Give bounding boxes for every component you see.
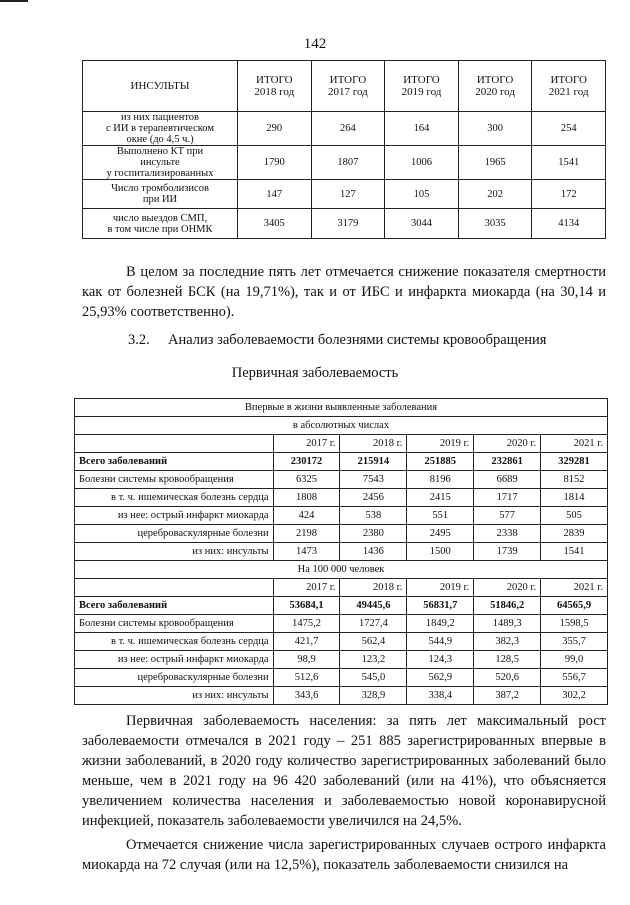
table-cell: 1598,5 (541, 615, 608, 633)
table-cell: 1436 (340, 543, 407, 561)
table-cell: 1849,2 (407, 615, 474, 633)
incidence-table (74, 398, 608, 705)
table-row (75, 507, 608, 525)
years-row (75, 435, 608, 453)
table-cell: 127 (311, 180, 385, 209)
table-cell: 1475,2 (273, 615, 340, 633)
table-cell: 1807 (311, 146, 385, 180)
table-cell: 49445,6 (340, 597, 407, 615)
table-cell: 329281 (541, 453, 608, 471)
year-header: 2019 г. (407, 579, 474, 597)
table-cell: 2198 (273, 525, 340, 543)
row-label: Болезни системы кровообращения (75, 615, 274, 633)
table-cell: 172 (532, 180, 606, 209)
table-cell: 230172 (273, 453, 340, 471)
years-label-cell (75, 435, 274, 453)
table-cell: 355,7 (541, 633, 608, 651)
table-row (75, 471, 608, 489)
section-title: Анализ заболеваемости болезнями системы кровообращения (168, 332, 547, 348)
table-cell: 1500 (407, 543, 474, 561)
year-header: 2018 г. (340, 435, 407, 453)
year-header: 2018 г. (340, 579, 407, 597)
section-heading (128, 332, 546, 349)
table-cell: 124,3 (407, 651, 474, 669)
years-row (75, 579, 608, 597)
table-cell: 1006 (385, 146, 459, 180)
table-subtitle-row (75, 561, 608, 579)
table-cell: 1489,3 (474, 615, 541, 633)
table-cell: 1541 (541, 543, 608, 561)
table-cell: 1790 (238, 146, 312, 180)
table-cell: 2338 (474, 525, 541, 543)
table-cell: 2380 (340, 525, 407, 543)
table-cell: 3044 (385, 209, 459, 239)
table-cell: 99,0 (541, 651, 608, 669)
row-label: Всего заболеваний (75, 453, 274, 471)
year-header: 2019 г. (407, 435, 474, 453)
table-cell: 577 (474, 507, 541, 525)
table-row (75, 489, 608, 507)
row-label: из нее: острый инфаркт миокарда (75, 507, 274, 525)
table-cell: 328,9 (340, 687, 407, 705)
row-label: из них пациентов с ИИ в терапевтическом окне (до 4,5 ч.) (83, 112, 238, 146)
table-cell: 421,7 (273, 633, 340, 651)
table-cell: 53684,1 (273, 597, 340, 615)
table-cell: 123,2 (340, 651, 407, 669)
stroke-table (82, 60, 606, 239)
table-cell: 6325 (273, 471, 340, 489)
table-cell: 3179 (311, 209, 385, 239)
table-cell: 551 (407, 507, 474, 525)
table-cell: 64565,9 (541, 597, 608, 615)
row-label: из нее: острый инфаркт миокарда (75, 651, 274, 669)
subsection-heading: Первичная заболеваемость (231, 365, 399, 381)
table-cell: 520,6 (474, 669, 541, 687)
table-cell: 382,3 (474, 633, 541, 651)
table-cell: 424 (273, 507, 340, 525)
table-cell: 544,9 (407, 633, 474, 651)
table-cell: 51846,2 (474, 597, 541, 615)
table-cell: 538 (340, 507, 407, 525)
header-text: ИТОГО 2018 год (254, 74, 295, 98)
table-title-row (75, 399, 608, 417)
table-cell: 215914 (340, 453, 407, 471)
row-label: в т. ч. ишемическая болезнь сердца (75, 489, 274, 507)
table-cell: 562,4 (340, 633, 407, 651)
row-label: цереброваскулярные болезни (75, 669, 274, 687)
table-cell: 1717 (474, 489, 541, 507)
table-cell: 2839 (541, 525, 608, 543)
table-row (75, 597, 608, 615)
table-cell: 290 (238, 112, 312, 146)
table-cell: 338,4 (407, 687, 474, 705)
table-cell: 251885 (407, 453, 474, 471)
table-cell: 302,2 (541, 687, 608, 705)
table-title: Впервые в жизни выявленные заболевания (75, 399, 608, 417)
table-subtitle-row (75, 417, 608, 435)
table-cell: 98,9 (273, 651, 340, 669)
table-cell: 8196 (407, 471, 474, 489)
table-row (83, 146, 606, 180)
summary-paragraph: В целом за последние пять лет отмечается снижение показателя смертности как от болезней БСК (на 19,71%), так и от ИБС и инфаркта миокарда (на 30,14 и 25,93% соответственно). (82, 264, 606, 320)
table-cell: 202 (458, 180, 532, 209)
incidence-paragraph: Первичная заболеваемость населения: за пять лет максимальный рост заболеваемости отмечался в 2021 году – 251 885 зарегистрированных впервые в жизни заболеваний, в 2020 году количество зарегистрированных заболеваний было меньше, чем в 2021 году на 96 420 заболеваний (или на 41%), что объясняется увеличением количества населения и заболеваемостью новой коронавирусной инфекцией, показатель заболеваемости увеличился на 24,5%. (82, 713, 606, 829)
stroke-table-header (83, 61, 606, 112)
table-cell: 1808 (273, 489, 340, 507)
year-header: 2020 г. (474, 435, 541, 453)
table-row (75, 651, 608, 669)
table-row (75, 615, 608, 633)
row-label: цереброваскулярные болезни (75, 525, 274, 543)
header-cell (458, 61, 532, 112)
table-cell: 505 (541, 507, 608, 525)
row-label: Число тромболизисов при ИИ (83, 180, 238, 209)
table-cell: 4134 (532, 209, 606, 239)
table-cell: 7543 (340, 471, 407, 489)
table-row (75, 669, 608, 687)
table-cell: 1727,4 (340, 615, 407, 633)
row-label: в т. ч. ишемическая болезнь сердца (75, 633, 274, 651)
table-cell: 232861 (474, 453, 541, 471)
table-cell: 164 (385, 112, 459, 146)
row-label: Болезни системы кровообращения (75, 471, 274, 489)
header-text: ИТОГО 2019 год (401, 74, 442, 98)
table-cell: 2415 (407, 489, 474, 507)
table-cell: 512,6 (273, 669, 340, 687)
table-cell: 2495 (407, 525, 474, 543)
table-cell: 6689 (474, 471, 541, 489)
infarction-paragraph: Отмечается снижение числа зарегистрированных случаев острого инфаркта миокарда на 72 случая (или на 12,5%), показатель заболеваемости снизился на (82, 837, 606, 873)
table-cell: 300 (458, 112, 532, 146)
table-cell: 2456 (340, 489, 407, 507)
header-cell (83, 61, 238, 112)
header-cell (385, 61, 459, 112)
table-cell: 254 (532, 112, 606, 146)
header-text: ИТОГО 2021 год (548, 74, 589, 98)
table-cell: 562,9 (407, 669, 474, 687)
table-cell: 1814 (541, 489, 608, 507)
table-cell: 1739 (474, 543, 541, 561)
table-row (83, 112, 606, 146)
page-number: 142 (303, 36, 327, 52)
row-label: из них: инсульты (75, 687, 274, 705)
header-cell (311, 61, 385, 112)
table-cell: 105 (385, 180, 459, 209)
table-row (75, 525, 608, 543)
row-label: из них: инсульты (75, 543, 274, 561)
table-cell: 8152 (541, 471, 608, 489)
incidence-table-body (75, 399, 608, 705)
year-header: 2020 г. (474, 579, 541, 597)
corner-mark (0, 0, 28, 2)
year-header: 2021 г. (541, 435, 608, 453)
row-label: Всего заболеваний (75, 597, 274, 615)
year-header: 2017 г. (273, 435, 340, 453)
header-cell (238, 61, 312, 112)
table-cell: 545,0 (340, 669, 407, 687)
table-cell: 556,7 (541, 669, 608, 687)
year-header: 2017 г. (273, 579, 340, 597)
header-text: ИТОГО 2017 год (328, 74, 368, 98)
abs-subtitle: в абсолютных числах (75, 417, 608, 435)
row-label: число выездов СМП, в том числе при ОНМК (83, 209, 238, 239)
table-cell: 56831,7 (407, 597, 474, 615)
table-cell: 3035 (458, 209, 532, 239)
header-text: ИТОГО 2020 год (475, 74, 515, 98)
table-row (75, 687, 608, 705)
table-cell: 1965 (458, 146, 532, 180)
table-cell: 264 (311, 112, 385, 146)
table-cell: 1473 (273, 543, 340, 561)
table-cell: 147 (238, 180, 312, 209)
table-row (83, 209, 606, 239)
table-cell: 1541 (532, 146, 606, 180)
table-cell: 343,6 (273, 687, 340, 705)
table-cell: 3405 (238, 209, 312, 239)
table-row (75, 633, 608, 651)
row-label: Выполнено КТ при инсульте у госпитализированных (83, 146, 238, 180)
header-text: ИНСУЛЬТЫ (130, 80, 190, 92)
year-header: 2021 г. (541, 579, 608, 597)
table-row (83, 180, 606, 209)
table-cell: 387,2 (474, 687, 541, 705)
table-row (75, 453, 608, 471)
table-cell: 128,5 (474, 651, 541, 669)
table-row (75, 543, 608, 561)
header-cell (532, 61, 606, 112)
years-label-cell (75, 579, 274, 597)
rate-subtitle: На 100 000 человек (75, 561, 608, 579)
section-number: 3.2. (128, 332, 150, 348)
